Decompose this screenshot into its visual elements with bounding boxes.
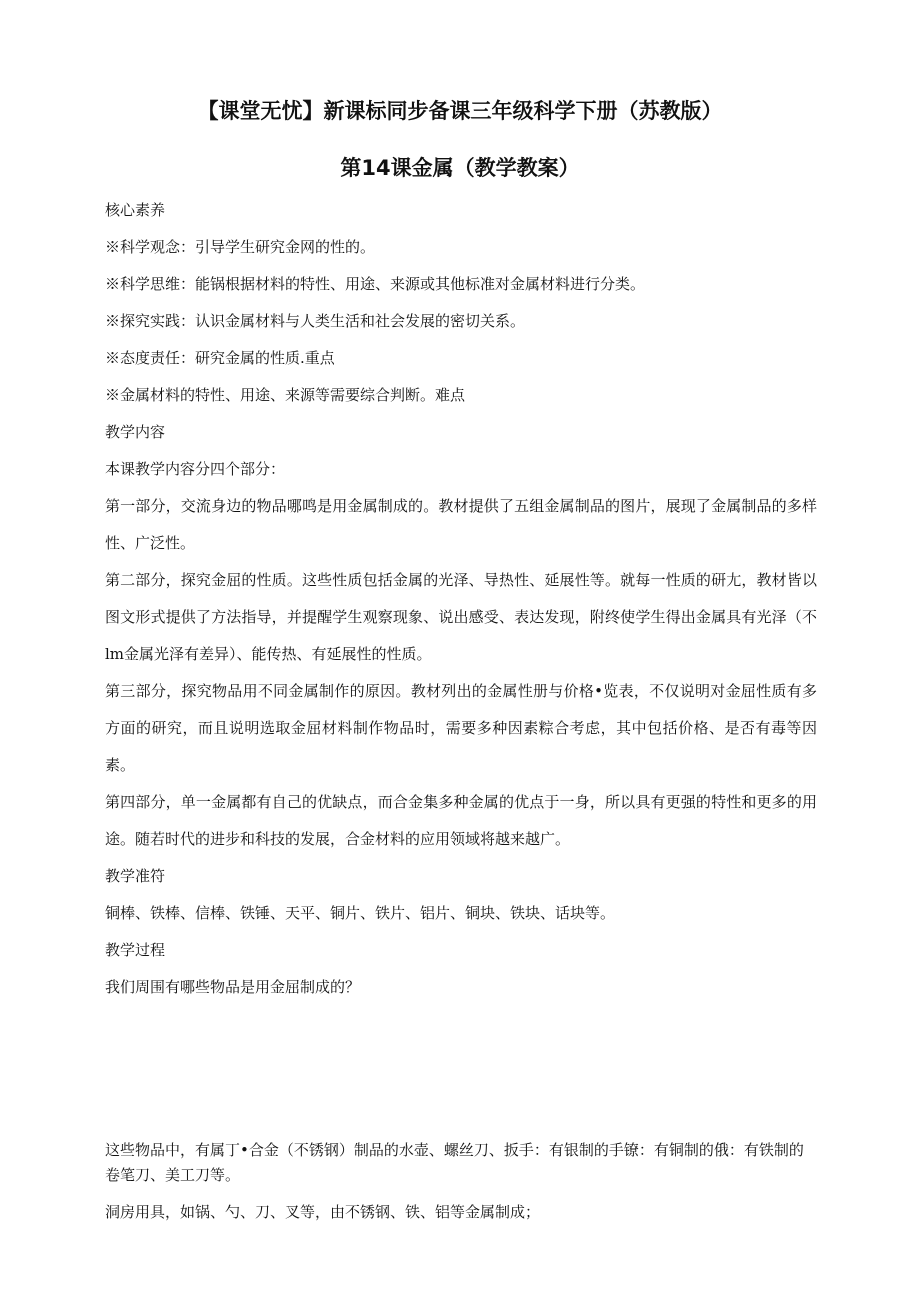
core-item: ※探究实践：认识金属材料与人类生活和社会发展的密切关系。 [105,312,526,330]
core-item: ※科学观念：引导学生研究金网的性的。 [105,238,376,256]
part-paragraph: 第一部分，交流身边的物品哪鸣是用金属制成的。教材提供了五组金属制品的图片，展现了金属制品的多样性、广泛性。 [105,497,817,552]
answer-section [105,1138,817,1225]
part-paragraph: 第三部分，探究物品用不同金属制作的原因。教材列出的金属性册与价格•览表，不仅说明对金屈性质有多方面的研究，而且说明选取金屈材料制作物品时，需要多种因素粽合考虑，其中包括价格、是否有毒等因素。 [105,682,817,774]
core-item: ※金属材料的特性、用途、来源等需要综合判断。难点 [105,386,466,404]
content-heading: 教学内容 [105,423,166,441]
part-paragraph: 第二部分，探究金屈的性质。这些性质包括金属的光泽、导热性、延展性等。就每一性质的研尢，教材皆以图文形式提供了方法指导，并提醒学生观察现象、说出感受、表达发现，附终使学生得出金属具有光泽（不lm金属光泽有差异）、能传热、有延展性的性质。 [105,571,817,663]
core-heading: 核心素养 [105,201,166,219]
prep-items: 铜棒、铁棒、信棒、铁锤、天平、铜片、铁片、铝片、铜块、铁块、话块等。 [105,904,616,922]
core-item: ※科学思维：能锅根据材料的特性、用途、来源或其他标准对金属材料进行分类。 [105,275,646,293]
process-question: 我们周围有哪些物品是用金屈制成的？ [105,978,361,996]
lesson-title: 第14课金属（教学教案） [340,156,580,180]
process-heading: 教学过程 [105,941,166,959]
document-body [105,192,817,1006]
answer-paragraph: 这些物品中，有属丁•合金（不锈钢）制品的水壶、螺丝刀、扳手：有银制的手镣：有铜制的俄：有铁制的卷笔刀、美工刀等。 [105,1141,804,1184]
document-title: 【课堂无忧】新课标同步备课三年级科学下册（苏教版） [197,99,723,123]
answer-paragraph: 洞房用具，如锅、勺、刀、叉等，由不锈钢、铁、铝等金属制成； [105,1203,541,1221]
content-intro: 本课教学内容分四个部分： [105,460,286,478]
prep-heading: 教学准符 [105,867,166,885]
part-paragraph: 第四部分，单一金属都有自己的优缺点，而合金集多种金属的优点于一身，所以具有更强的特性和更多的用途。随若时代的进步和科技的发展，合金材料的应用领域将越来越广。 [105,793,817,848]
core-item: ※态度责任：研究金属的性质.重点 [105,349,335,367]
